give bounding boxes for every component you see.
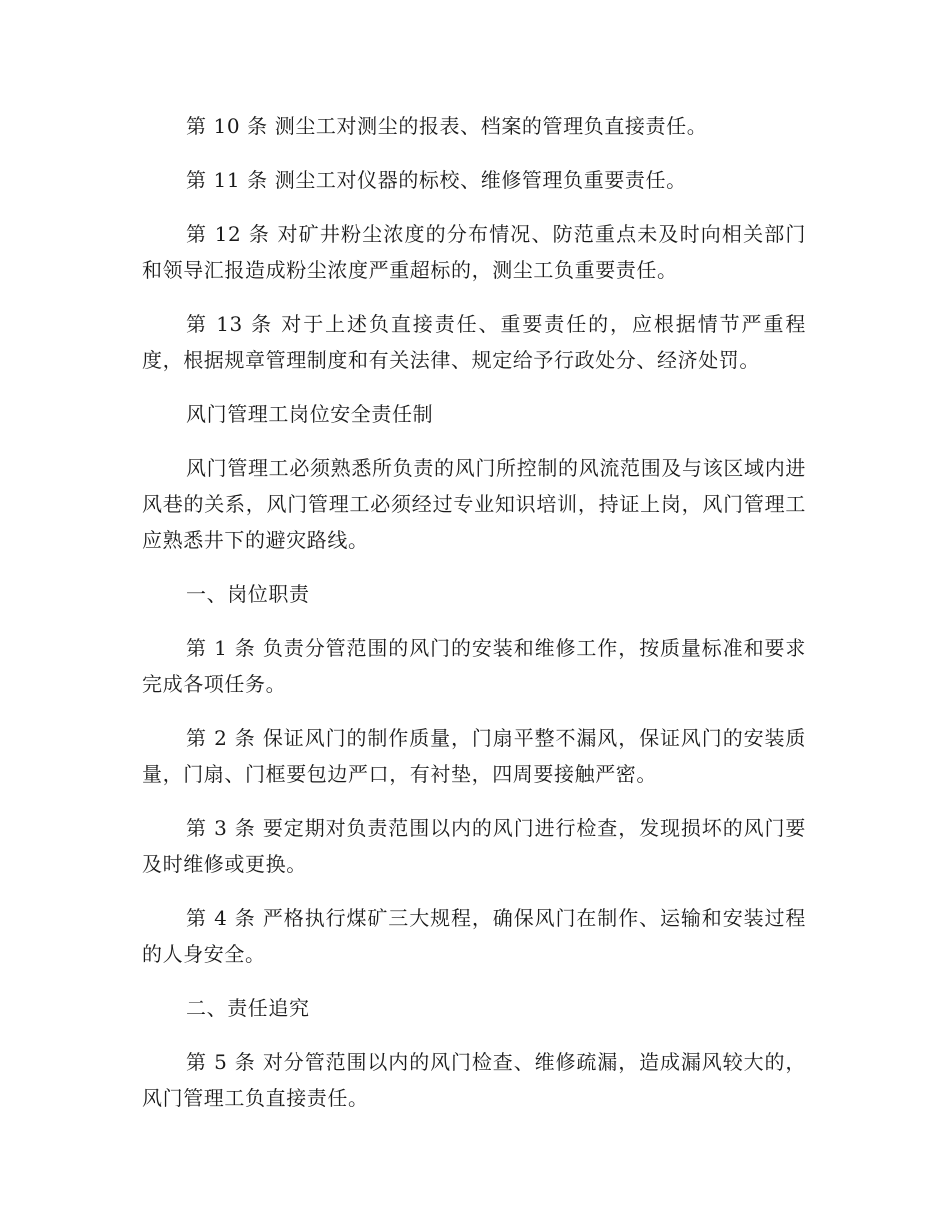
paragraph-article-10: 第 10 条 测尘工对测尘的报表、档案的管理负直接责任。 — [186, 114, 708, 138]
paragraph-article-12: 第 12 条 对矿井粉尘浓度的分布情况、防范重点未及时向相关部门和领导汇报造成粉尘浓度严重超标的，测尘工负重要责任。 — [142, 222, 806, 282]
paragraph-intro: 风门管理工必须熟悉所负责的风门所控制的风流范围及与该区域内进风巷的关系，风门管理工必须经过专业知识培训，持证上岗，风门管理工应熟悉井下的避灾路线。 — [142, 456, 806, 552]
paragraph-article-1: 第 1 条 负责分管范围的风门的安装和维修工作，按质量标准和要求完成各项任务。 — [142, 636, 806, 696]
paragraph-article-2: 第 2 条 保证风门的制作质量，门扇平整不漏风，保证风门的安装质量，门扇、门框要包边严口，有衬垫，四周要接触严密。 — [142, 726, 806, 786]
paragraph-article-3: 第 3 条 要定期对负责范围以内的风门进行检查，发现损坏的风门要及时维修或更换。 — [142, 816, 806, 876]
paragraph-article-4: 第 4 条 严格执行煤矿三大规程，确保风门在制作、运输和安装过程的人身安全。 — [142, 906, 806, 966]
paragraph-article-13: 第 13 条 对于上述负直接责任、重要责任的，应根据情节严重程度，根据规章管理制度和有关法律、规定给予行政处分、经济处罚。 — [142, 312, 806, 372]
paragraph-article-11: 第 11 条 测尘工对仪器的标校、维修管理负重要责任。 — [186, 168, 687, 192]
section-heading-accountability: 二、责任追究 — [186, 996, 310, 1020]
section-heading-duties: 一、岗位职责 — [186, 582, 310, 606]
paragraph-article-5: 第 5 条 对分管范围以内的风门检查、维修疏漏，造成漏风较大的，风门管理工负直接责任。 — [142, 1050, 806, 1110]
section-title: 风门管理工岗位安全责任制 — [186, 402, 434, 426]
document-body — [142, 108, 806, 1134]
